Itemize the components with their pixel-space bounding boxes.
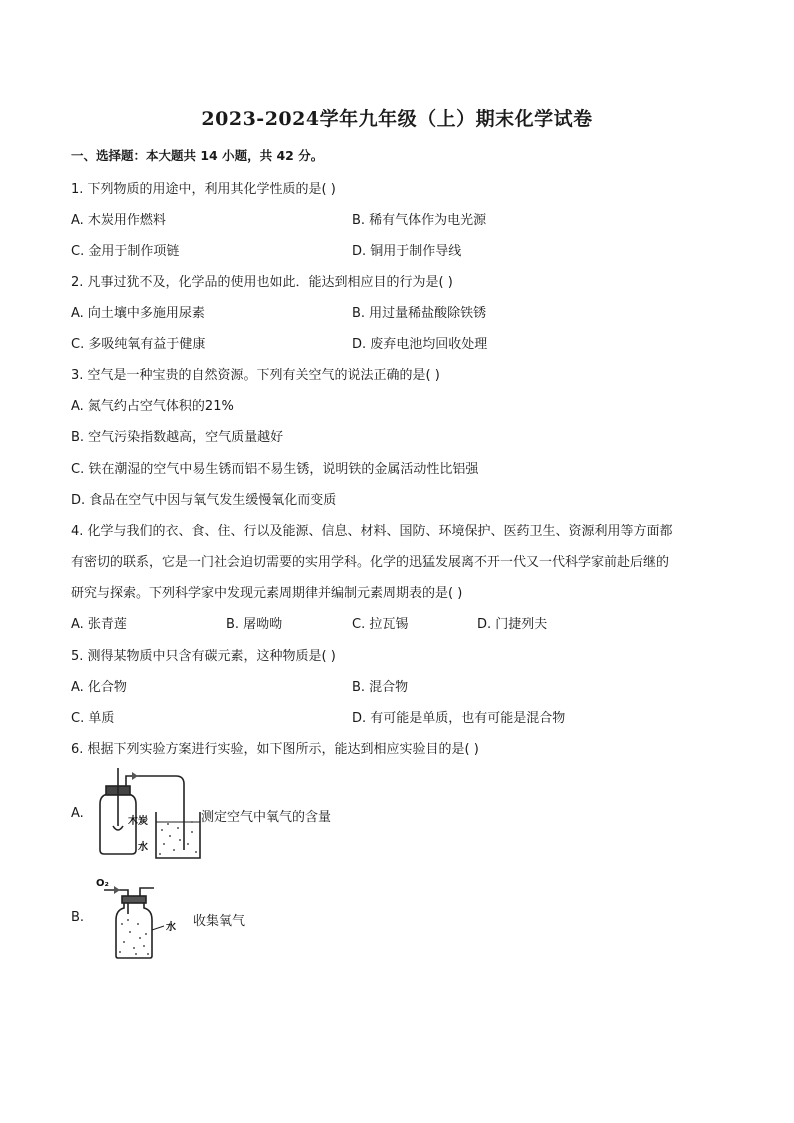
oxygen-tag: O₂	[96, 878, 109, 889]
q3-option-b[interactable]: B. 空气污染指数越高，空气质量越好	[71, 430, 284, 445]
q3-option-d[interactable]: D. 食品在空气中因与氧气发生缓慢氧化而变质	[71, 493, 337, 508]
q4-stem-line-1: 4. 化学与我们的衣、食、住、行以及能源、信息、材料、国防、环境保护、医药卫生、资源利用等方面都	[71, 524, 673, 539]
q2-option-a[interactable]: A. 向土壤中多施用尿素	[71, 306, 205, 321]
q3-stem: 3. 空气是一种宝贵的自然资源。下列有关空气的说法正确的是( )	[71, 368, 440, 383]
q1-option-d[interactable]: D. 铜用于制作导线	[352, 244, 462, 259]
q4-option-c[interactable]: C. 拉瓦锡	[352, 617, 409, 632]
q4-option-b[interactable]: B. 屠呦呦	[226, 617, 283, 632]
q1-option-c[interactable]: C. 金用于制作项链	[71, 244, 180, 259]
q3-option-a[interactable]: A. 氮气约占空气体积的21%	[71, 399, 234, 414]
q6-figure-b-label: 收集氧气	[193, 914, 246, 929]
q4-stem-line-3: 研究与探索。下列科学家中发现元素周期律并编制元素周期表的是( )	[71, 586, 463, 601]
q6-figure-a-label: 测定空气中氧气的含量	[201, 810, 332, 825]
q5-stem: 5. 测得某物质中只含有碳元素，这种物质是( )	[71, 649, 336, 664]
q2-option-b[interactable]: B. 用过量稀盐酸除铁锈	[352, 306, 487, 321]
q2-stem: 2. 凡事过犹不及，化学品的使用也如此．能达到相应目的行为是( )	[71, 275, 453, 290]
q4-stem-line-2: 有密切的联系，它是一门社会迫切需要的实用学科。化学的迅猛发展离不开一代又一代科学家前赴后继的	[71, 555, 670, 570]
q1-stem: 1. 下列物质的用途中，利用其化学性质的是( )	[71, 182, 336, 197]
section-heading: 一、选择题：本大题共 14 小题，共 42 分。	[71, 148, 324, 163]
q6-stem: 6. 根据下列实验方案进行实验，如下图所示，能达到相应实验目的是( )	[71, 742, 479, 757]
q5-option-d[interactable]: D. 有可能是单质，也有可能是混合物	[352, 711, 566, 726]
oxygen-content-apparatus-figure	[88, 764, 208, 864]
water-tag-b: 水	[166, 922, 176, 933]
q6-figure-a-letter[interactable]: A.	[71, 806, 84, 821]
oxygen-collection-apparatus-figure	[90, 874, 190, 964]
q5-option-b[interactable]: B. 混合物	[352, 680, 409, 695]
q5-option-a[interactable]: A. 化合物	[71, 680, 127, 695]
water-tag-a: 水	[138, 842, 148, 853]
q5-option-c[interactable]: C. 单质	[71, 711, 115, 726]
q1-option-a[interactable]: A. 木炭用作燃料	[71, 213, 166, 228]
exam-title: 2023-2024学年九年级（上）期末化学试卷	[201, 108, 593, 130]
q1-option-b[interactable]: B. 稀有气体作为电光源	[352, 213, 487, 228]
q4-option-a[interactable]: A. 张青莲	[71, 617, 127, 632]
q4-option-d[interactable]: D. 门捷列夫	[477, 617, 548, 632]
q3-option-c[interactable]: C. 铁在潮湿的空气中易生锈而铝不易生锈，说明铁的金属活动性比铝强	[71, 462, 479, 477]
q2-option-c[interactable]: C. 多吸纯氧有益于健康	[71, 337, 206, 352]
charcoal-tag: 木炭	[128, 816, 148, 827]
q6-figure-b-letter[interactable]: B.	[71, 910, 85, 925]
q2-option-d[interactable]: D. 废弃电池均回收处理	[352, 337, 488, 352]
